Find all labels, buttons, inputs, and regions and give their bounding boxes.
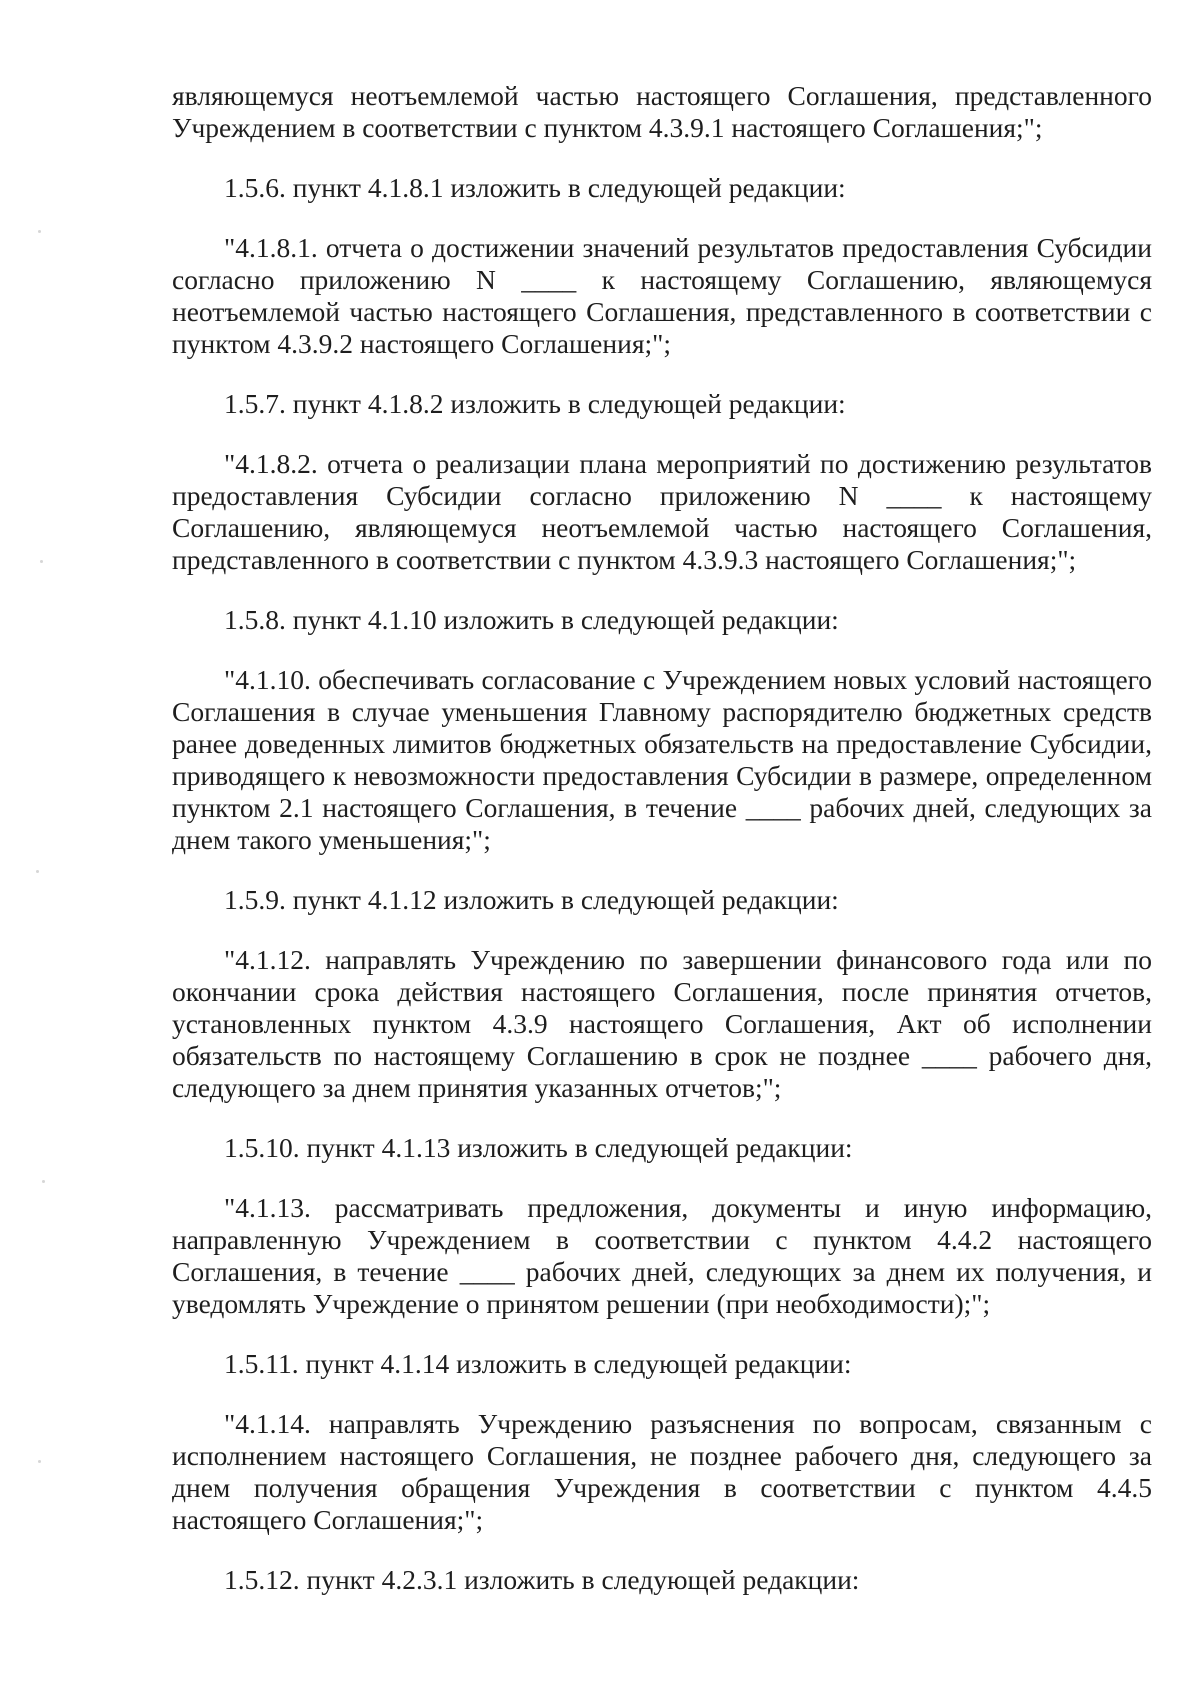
paragraph-item-1-5-7: 1.5.7. пункт 4.1.8.2 изложить в следующей редакции: [224,388,846,419]
scan-speck [38,1460,41,1463]
paragraph-quote-4-1-12: "4.1.12. направлять Учреждению по завершении финансового года или по окончании срока действия настоящего Соглашения, после принятия отчетов, установленных пунктом 4.3.9 настоящего Соглашения, Акт об исполнении обязательств по настоящему Соглашению в срок не позднее ____ рабочего дня, следующего за днем принятия указанных отчетов;"; [172,944,1152,1103]
paragraph-item-1-5-8: 1.5.8. пункт 4.1.10 изложить в следующей редакции: [224,604,839,635]
paragraph-item-1-5-6: 1.5.6. пункт 4.1.8.1 изложить в следующей редакции: [224,172,846,203]
paragraph-quote-4-1-8-1: "4.1.8.1. отчета о достижении значений результатов предоставления Субсидии согласно приложению N ____ к настоящему Соглашению, являющемуся неотъемлемой частью настоящего Соглашения, представленного в соответствии с пунктом 4.3.9.2 настоящего Соглашения;"; [172,232,1152,359]
paragraph-item-1-5-12: 1.5.12. пункт 4.2.3.1 изложить в следующей редакции: [224,1564,860,1595]
paragraph-item-1-5-9: 1.5.9. пункт 4.1.12 изложить в следующей редакции: [224,884,839,915]
paragraph-quote-4-1-10: "4.1.10. обеспечивать согласование с Учреждением новых условий настоящего Соглашения в случае уменьшения Главному распорядителю бюджетных средств ранее доведенных лимитов бюджетных обязательств на предоставление Субсидии, приводящего к невозможности предоставления Субсидии в размере, определенном пунктом 2.1 настоящего Соглашения, в течение ____ рабочих дней, следующих за днем такого уменьшения;"; [172,664,1152,855]
scan-speck [40,560,43,563]
paragraph-item-1-5-10: 1.5.10. пункт 4.1.13 изложить в следующей редакции: [224,1132,853,1163]
scan-speck [42,1180,45,1183]
paragraph-continuation: являющемуся неотъемлемой частью настоящего Соглашения, представленного Учреждением в соответствии с пунктом 4.3.9.1 настоящего Соглашения;"; [172,80,1152,143]
paragraph-quote-4-1-8-2: "4.1.8.2. отчета о реализации плана мероприятий по достижению результатов предоставления Субсидии согласно приложению N ____ к настоящему Соглашению, являющемуся неотъемлемой частью настоящего Соглашения, представленного в соответствии с пунктом 4.3.9.3 настоящего Соглашения;"; [172,448,1152,575]
paragraph-quote-4-1-13: "4.1.13. рассматривать предложения, документы и иную информацию, направленную Учреждением в соответствии с пунктом 4.4.2 настоящего Соглашения, в течение ____ рабочих дней, следующих за днем их получения, и уведомлять Учреждение о принятом решении (при необходимости);"; [172,1192,1152,1319]
paragraph-item-1-5-11: 1.5.11. пункт 4.1.14 изложить в следующей редакции: [224,1348,852,1379]
document-body [172,80,1152,1624]
scan-speck [36,870,39,873]
scan-speck [38,230,41,233]
paragraph-quote-4-1-14: "4.1.14. направлять Учреждению разъяснения по вопросам, связанным с исполнением настоящего Соглашения, не позднее рабочего дня, следующего за днем получения обращения Учреждения в соответствии с пунктом 4.4.5 настоящего Соглашения;"; [172,1408,1152,1535]
